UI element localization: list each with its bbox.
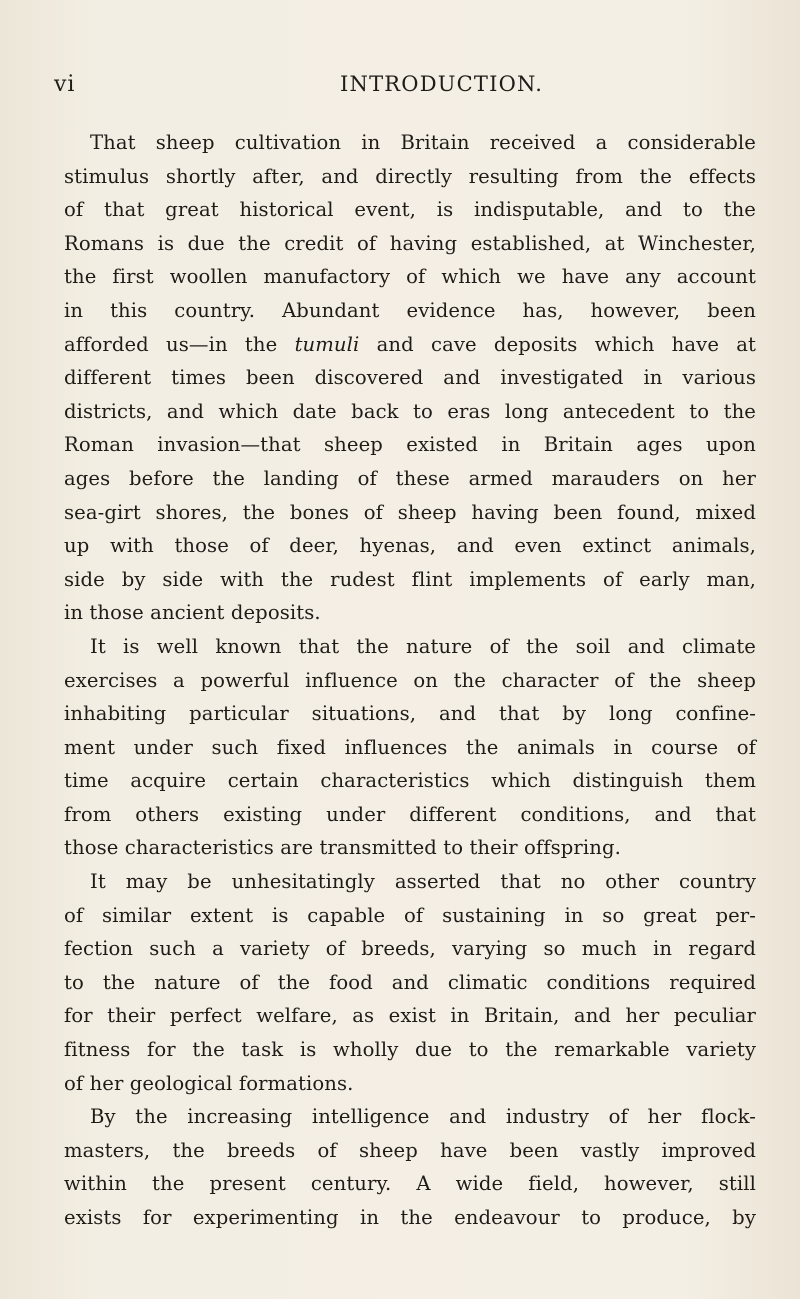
text-line: the first woollen manufactory of which we have any account [64, 265, 756, 289]
text-line: side by side with the rudest flint implements of early man, [64, 567, 756, 591]
text-line: Romans is due the credit of having established, at Winchester, [64, 231, 756, 255]
text-line: those characteristics are transmitted to their offspring. [64, 836, 621, 860]
text-line: up with those of deer, hyenas, and even extinct animals, [64, 534, 756, 558]
text-line: in this country. Abundant evidence has, however, been [64, 298, 756, 322]
italic-term: tumuli [294, 332, 360, 356]
text-line: from others existing under different conditions, and that [64, 802, 756, 826]
text-line-with-italic [64, 328, 756, 362]
text-line: That sheep cultivation in Britain received a considerable [90, 131, 756, 154]
text-line: Roman invasion—that sheep existed in Britain ages upon [64, 433, 756, 457]
text-line: stimulus shortly after, and directly resulting from the effects [64, 164, 756, 188]
running-head [0, 72, 800, 102]
text-line: exists for experimenting in the endeavour to produce, by [64, 1206, 756, 1229]
text-line: ages before the landing of these armed marauders on her [64, 466, 756, 490]
text-line: different times been discovered and investigated in various [64, 366, 756, 390]
text-line: time acquire certain characteristics which distinguish them [64, 769, 756, 793]
text-line: of that great historical event, is indisputable, and to the [64, 198, 756, 222]
text-line: masters, the breeds of sheep have been vastly improved [64, 1138, 756, 1162]
text-line: in those ancient deposits. [64, 601, 321, 625]
text-line: fitness for the task is wholly due to the remarkable variety [64, 1038, 756, 1062]
text-line: ment under such fixed influences the animals in course of [64, 735, 756, 759]
text-line: sea-girt shores, the bones of sheep having been found, mixed [64, 500, 756, 524]
text-line: of her geological formations. [64, 1071, 354, 1095]
page-number: vi [54, 72, 76, 97]
text-line: fection such a variety of breeds, varying so much in regard [64, 937, 756, 961]
text-line: for their perfect welfare, as exist in Britain, and her peculiar [64, 1004, 756, 1028]
text-line: inhabiting particular situations, and that by long confine- [64, 702, 756, 726]
text-line: It is well known that the nature of the soil and climate [90, 634, 756, 658]
text-line: exercises a powerful influence on the character of the sheep [64, 668, 756, 692]
text-line: It may be unhesitatingly asserted that no other country [90, 870, 756, 894]
text-fragment: and cave deposits which have at [376, 332, 756, 356]
body-text [64, 126, 756, 1235]
running-title: INTRODUCTION. [340, 72, 544, 96]
text-line: districts, and which date back to eras long antecedent to the [64, 399, 756, 423]
text-line: By the increasing intelligence and industry of her flock- [90, 1105, 756, 1129]
text-line: of similar extent is capable of sustaining in so great per- [64, 903, 756, 927]
text-fragment: afforded us—in the [64, 332, 278, 356]
text-line: to the nature of the food and climatic conditions required [64, 970, 756, 994]
text-line: within the present century. A wide field, however, still [64, 1172, 756, 1196]
